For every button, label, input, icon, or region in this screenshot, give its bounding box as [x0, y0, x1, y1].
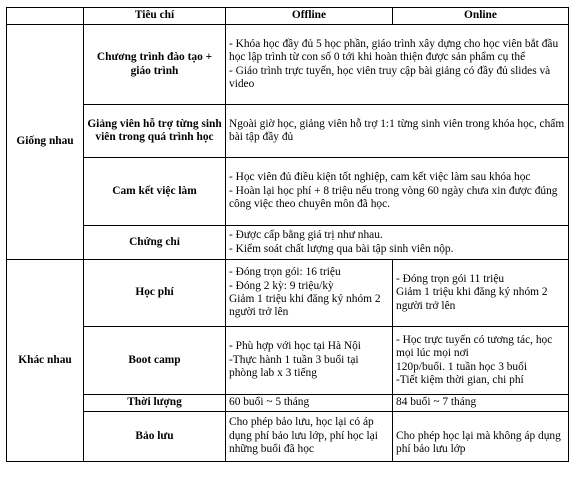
shared-curriculum [226, 25, 569, 105]
criterion-duration: Thời lượng [84, 395, 226, 412]
online-duration: 84 buổi ~ 7 tháng [393, 395, 569, 412]
header-row [7, 8, 569, 25]
offline-fee-line: - Đóng 2 kỳ: 9 triệu/kỳ [229, 279, 334, 292]
online-bootcamp-line: 120p/buổi. 1 tuần học 3 buổi [396, 360, 527, 373]
online-fee-line: - Đóng trọn gói 11 triệu [396, 272, 505, 285]
shared-certificate-line: - Được cấp bằng giá trị như nhau. [229, 229, 383, 242]
offline-reserve [226, 412, 393, 462]
offline-bootcamp [226, 327, 393, 395]
criterion-curriculum: Chương trình đào tạo + giáo trình [84, 25, 226, 105]
criterion-mentor: Giảng viên hỗ trợ từng sinh viên trong quá trình học [84, 105, 226, 158]
offline-duration: 60 buổi ~ 5 tháng [226, 395, 393, 412]
criterion-fee: Học phí [84, 260, 226, 327]
comparison-table [6, 7, 569, 462]
header-criterion: Tiêu chí [84, 8, 226, 25]
criterion-commitment: Cam kết việc làm [84, 158, 226, 226]
shared-certificate-line: - Kiểm soát chất lượng qua bài tập sinh viên nộp. [229, 242, 454, 255]
row-reserve [7, 412, 569, 462]
online-reserve [393, 412, 569, 462]
online-reserve-line: Cho phép học lại mà không áp dụng phí bảo lưu lớp [396, 429, 561, 455]
shared-commitment-line: - Hoàn lại học phí + 8 triệu nếu trong vòng 60 ngày chưa xin được đúng công việc theo chuyên môn đã học. [229, 184, 558, 211]
shared-certificate [226, 226, 569, 260]
criterion-reserve: Bảo lưu [84, 412, 226, 462]
online-bootcamp [393, 327, 569, 395]
offline-bootcamp-line: -Thực hành 1 tuần 3 buổi tại phòng lab x 3 tiếng [229, 353, 359, 380]
row-commitment [7, 158, 569, 226]
criterion-bootcamp: Boot camp [84, 327, 226, 395]
row-certificate [7, 226, 569, 260]
criterion-certificate: Chứng chỉ [84, 226, 226, 260]
shared-commitment-line: - Học viên đủ điều kiện tốt nghiệp, cam kết việc làm sau khóa học [229, 171, 531, 184]
offline-bootcamp-line: - Phù hợp với học tại Hà Nội [229, 340, 361, 353]
header-group [7, 8, 84, 25]
online-bootcamp-line: - Học trực tuyến có tương tác, học mọi lúc mọi nơi [396, 333, 553, 360]
online-fee [393, 260, 569, 327]
online-bootcamp-line: -Tiết kiệm thời gian, chi phí [396, 373, 524, 386]
shared-curriculum-line: - Giáo trình trực tuyến, học viên truy cập bài giảng có đầy đủ slides và video [229, 64, 551, 90]
shared-mentor-line: Ngoài giờ học, giảng viên hỗ trợ 1:1 từng sinh viên trong khóa học, chấm bài tập đầy đủ [229, 117, 565, 143]
header-online: Online [393, 8, 569, 25]
offline-fee [226, 260, 393, 327]
row-fee [7, 260, 569, 327]
row-mentor [7, 105, 569, 158]
offline-fee-line: - Đóng trọn gói: 16 triệu [229, 266, 341, 279]
row-curriculum [7, 25, 569, 105]
offline-fee-line: Giảm 1 triệu khi đăng ký nhóm 2 người trở lên [229, 293, 381, 319]
online-fee-line: Giảm 1 triệu khi đăng ký nhóm 2 người trở lên [396, 286, 548, 312]
group-same: Giống nhau [7, 25, 84, 260]
shared-commitment [226, 158, 569, 226]
row-bootcamp [7, 327, 569, 395]
header-offline: Offline [226, 8, 393, 25]
group-diff: Khác nhau [7, 260, 84, 462]
shared-mentor [226, 105, 569, 158]
offline-reserve-line: Cho phép bảo lưu, học lại có áp dụng phí bảo lưu lớp, phí học lại những buổi đã học [229, 416, 378, 456]
row-duration [7, 395, 569, 412]
shared-curriculum-line: - Khóa học đầy đủ 5 học phần, giáo trình xây dựng cho học viên bắt đầu học lập trình từ con số 0 tới khi hoàn thiện được sản phẩm cụ thể [229, 37, 559, 64]
